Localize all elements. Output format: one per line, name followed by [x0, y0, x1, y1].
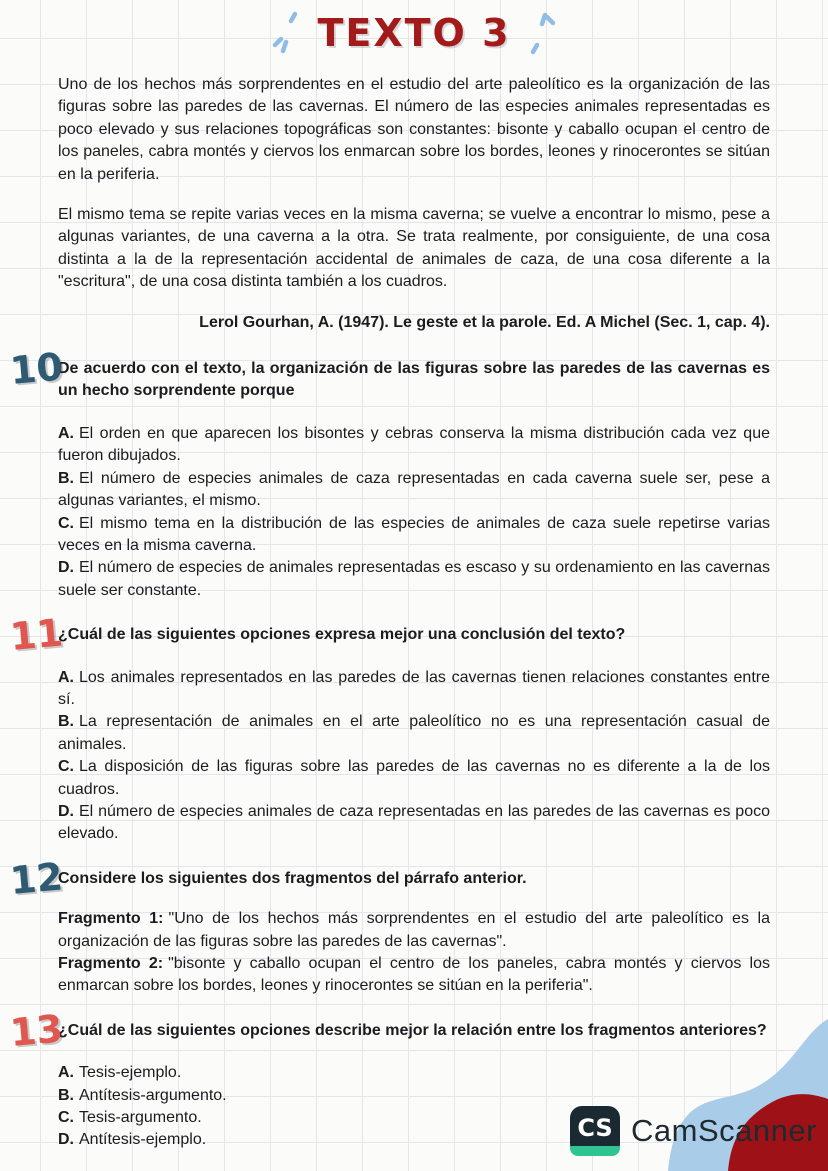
- question-11-option-a: [58, 667, 770, 712]
- option-text: El orden en que aparecen los bisontes y cebras conserva la misma distribución cada vez que fueron dibujados.: [58, 424, 770, 465]
- sparkle-left-icon: [269, 11, 303, 55]
- fragment-label: Fragmento 2:: [58, 955, 164, 972]
- question-10-option-c: [58, 513, 770, 558]
- question-11-options: [58, 667, 770, 846]
- option-letter: D.: [58, 559, 74, 577]
- question-11-option-b: [58, 711, 770, 756]
- option-letter: C.: [58, 758, 74, 776]
- question-12: [8, 854, 771, 998]
- question-10-option-d: [58, 557, 770, 602]
- fragment-text: "bisonte y caballo ocupan el centro de los paneles, cabra montés y ciervos los enmarcan sobre los bordes, leones y rinocerontes se sitúan en la periferia".: [58, 955, 771, 995]
- fragment-1: [58, 908, 770, 953]
- question-11-option-d: [58, 801, 770, 846]
- option-letter: A.: [58, 424, 74, 442]
- question-11-option-c: [58, 756, 770, 801]
- option-text: El número de especies de animales representadas es escaso y su ordenamiento en las cavernas suele ser constante.: [58, 559, 770, 599]
- question-10-option-b: [58, 468, 770, 513]
- question-11: [8, 610, 770, 846]
- option-text: La disposición de las figuras sobre las paredes de las cavernas no es diferente a la de los cuadros.: [58, 758, 770, 798]
- option-text: Los animales representados en las paredes de las cavernas tienen relaciones constantes entre sí.: [58, 668, 770, 708]
- option-letter: A.: [58, 668, 74, 686]
- option-text: Tesis-ejemplo.: [79, 1064, 182, 1082]
- option-letter: C.: [58, 514, 74, 532]
- question-10: [8, 344, 770, 602]
- camscanner-logo-text: CS: [577, 1114, 613, 1142]
- option-letter: D.: [58, 1131, 74, 1149]
- option-letter: B.: [58, 1086, 74, 1104]
- passage-paragraph-2: El mismo tema se repite varias veces en la misma caverna; se vuelve a encontrar lo mismo, pese a algunas variantes, de una caverna a la otra. Se trata realmente, por consiguiente, de una cosa distinta a la de la representación accidental de animales de caza, de una cosa diferente a la "escritura", de una cosa distinta también a los cuadros.: [58, 206, 770, 291]
- option-text: Tesis-argumento.: [79, 1109, 202, 1127]
- question-10-options: [58, 423, 770, 602]
- question-12-text: Considere los siguientes dos fragmentos del párrafo anterior.: [58, 869, 527, 887]
- option-letter: C.: [58, 1109, 74, 1127]
- question-11-number: 11: [8, 610, 65, 660]
- question-13-text: ¿Cuál de las siguientes opciones describe mejor la relación entre los fragmentos anteriores?: [58, 1021, 767, 1039]
- option-text: El mismo tema en la distribución de las especies de animales de caza suele repetirse varias veces en la misma caverna.: [58, 514, 770, 554]
- option-letter: D.: [58, 802, 74, 820]
- option-text: El número de especies animales de caza representadas en cada caverna suele ser, pese a algunas variantes, el mismo.: [58, 469, 770, 510]
- camscanner-logo-icon: [570, 1106, 620, 1156]
- title-row: [0, 0, 828, 60]
- question-10-option-a: [58, 423, 770, 468]
- option-text: Antítesis-argumento.: [79, 1086, 227, 1104]
- question-12-number: 12: [8, 854, 65, 903]
- option-letter: B.: [58, 469, 74, 487]
- fragment-text: "Uno de los hechos más sorprendentes en el estudio del arte paleolítico es la organización de las figuras sobre las paredes de las cavernas".: [58, 910, 771, 950]
- option-text: El número de especies animales de caza representadas en las paredes de las cavernas es poco elevado.: [58, 802, 770, 843]
- passage-paragraph-1: Uno de los hechos más sorprendentes en el estudio del arte paleolítico es la organización de las figuras sobre las paredes de las cavernas. El número de las especies animales representadas es poco elevado y sus relaciones topográficas son constantes: bisonte y caballo ocupan el centro de los paneles, cabra montés y ciervos los enmarcan sobre los bordes, leones y rinocerontes se sitúan en la periferia.: [58, 76, 770, 183]
- camscanner-brand-text: CamScanner: [631, 1113, 817, 1148]
- page-title: TEXTO 3: [317, 11, 511, 55]
- option-letter: A.: [58, 1064, 74, 1082]
- camscanner-watermark: [570, 1106, 817, 1156]
- question-10-text: De acuerdo con el texto, la organización de las figuras sobre las paredes de las cavernas es un hecho sorprendente porque: [58, 360, 770, 400]
- camscanner-logo-green-bar: [570, 1146, 620, 1156]
- option-text: Antítesis-ejemplo.: [79, 1131, 207, 1149]
- question-10-number: 10: [8, 344, 65, 393]
- fragment-label: Fragmento 1:: [58, 910, 164, 928]
- question-13-number: 13: [8, 1006, 65, 1055]
- passage-citation: Lerol Gourhan, A. (1947). Le geste et la parole. Ed. A Michel (Sec. 1, cap. 4).: [199, 313, 770, 331]
- question-11-text: ¿Cuál de las siguientes opciones expresa mejor una conclusión del texto?: [58, 626, 626, 644]
- sparkle-right-icon: [525, 11, 559, 55]
- option-letter: B.: [58, 713, 74, 731]
- option-text: La representación de animales en el arte paleolítico no es una representación casual de animales.: [58, 713, 770, 753]
